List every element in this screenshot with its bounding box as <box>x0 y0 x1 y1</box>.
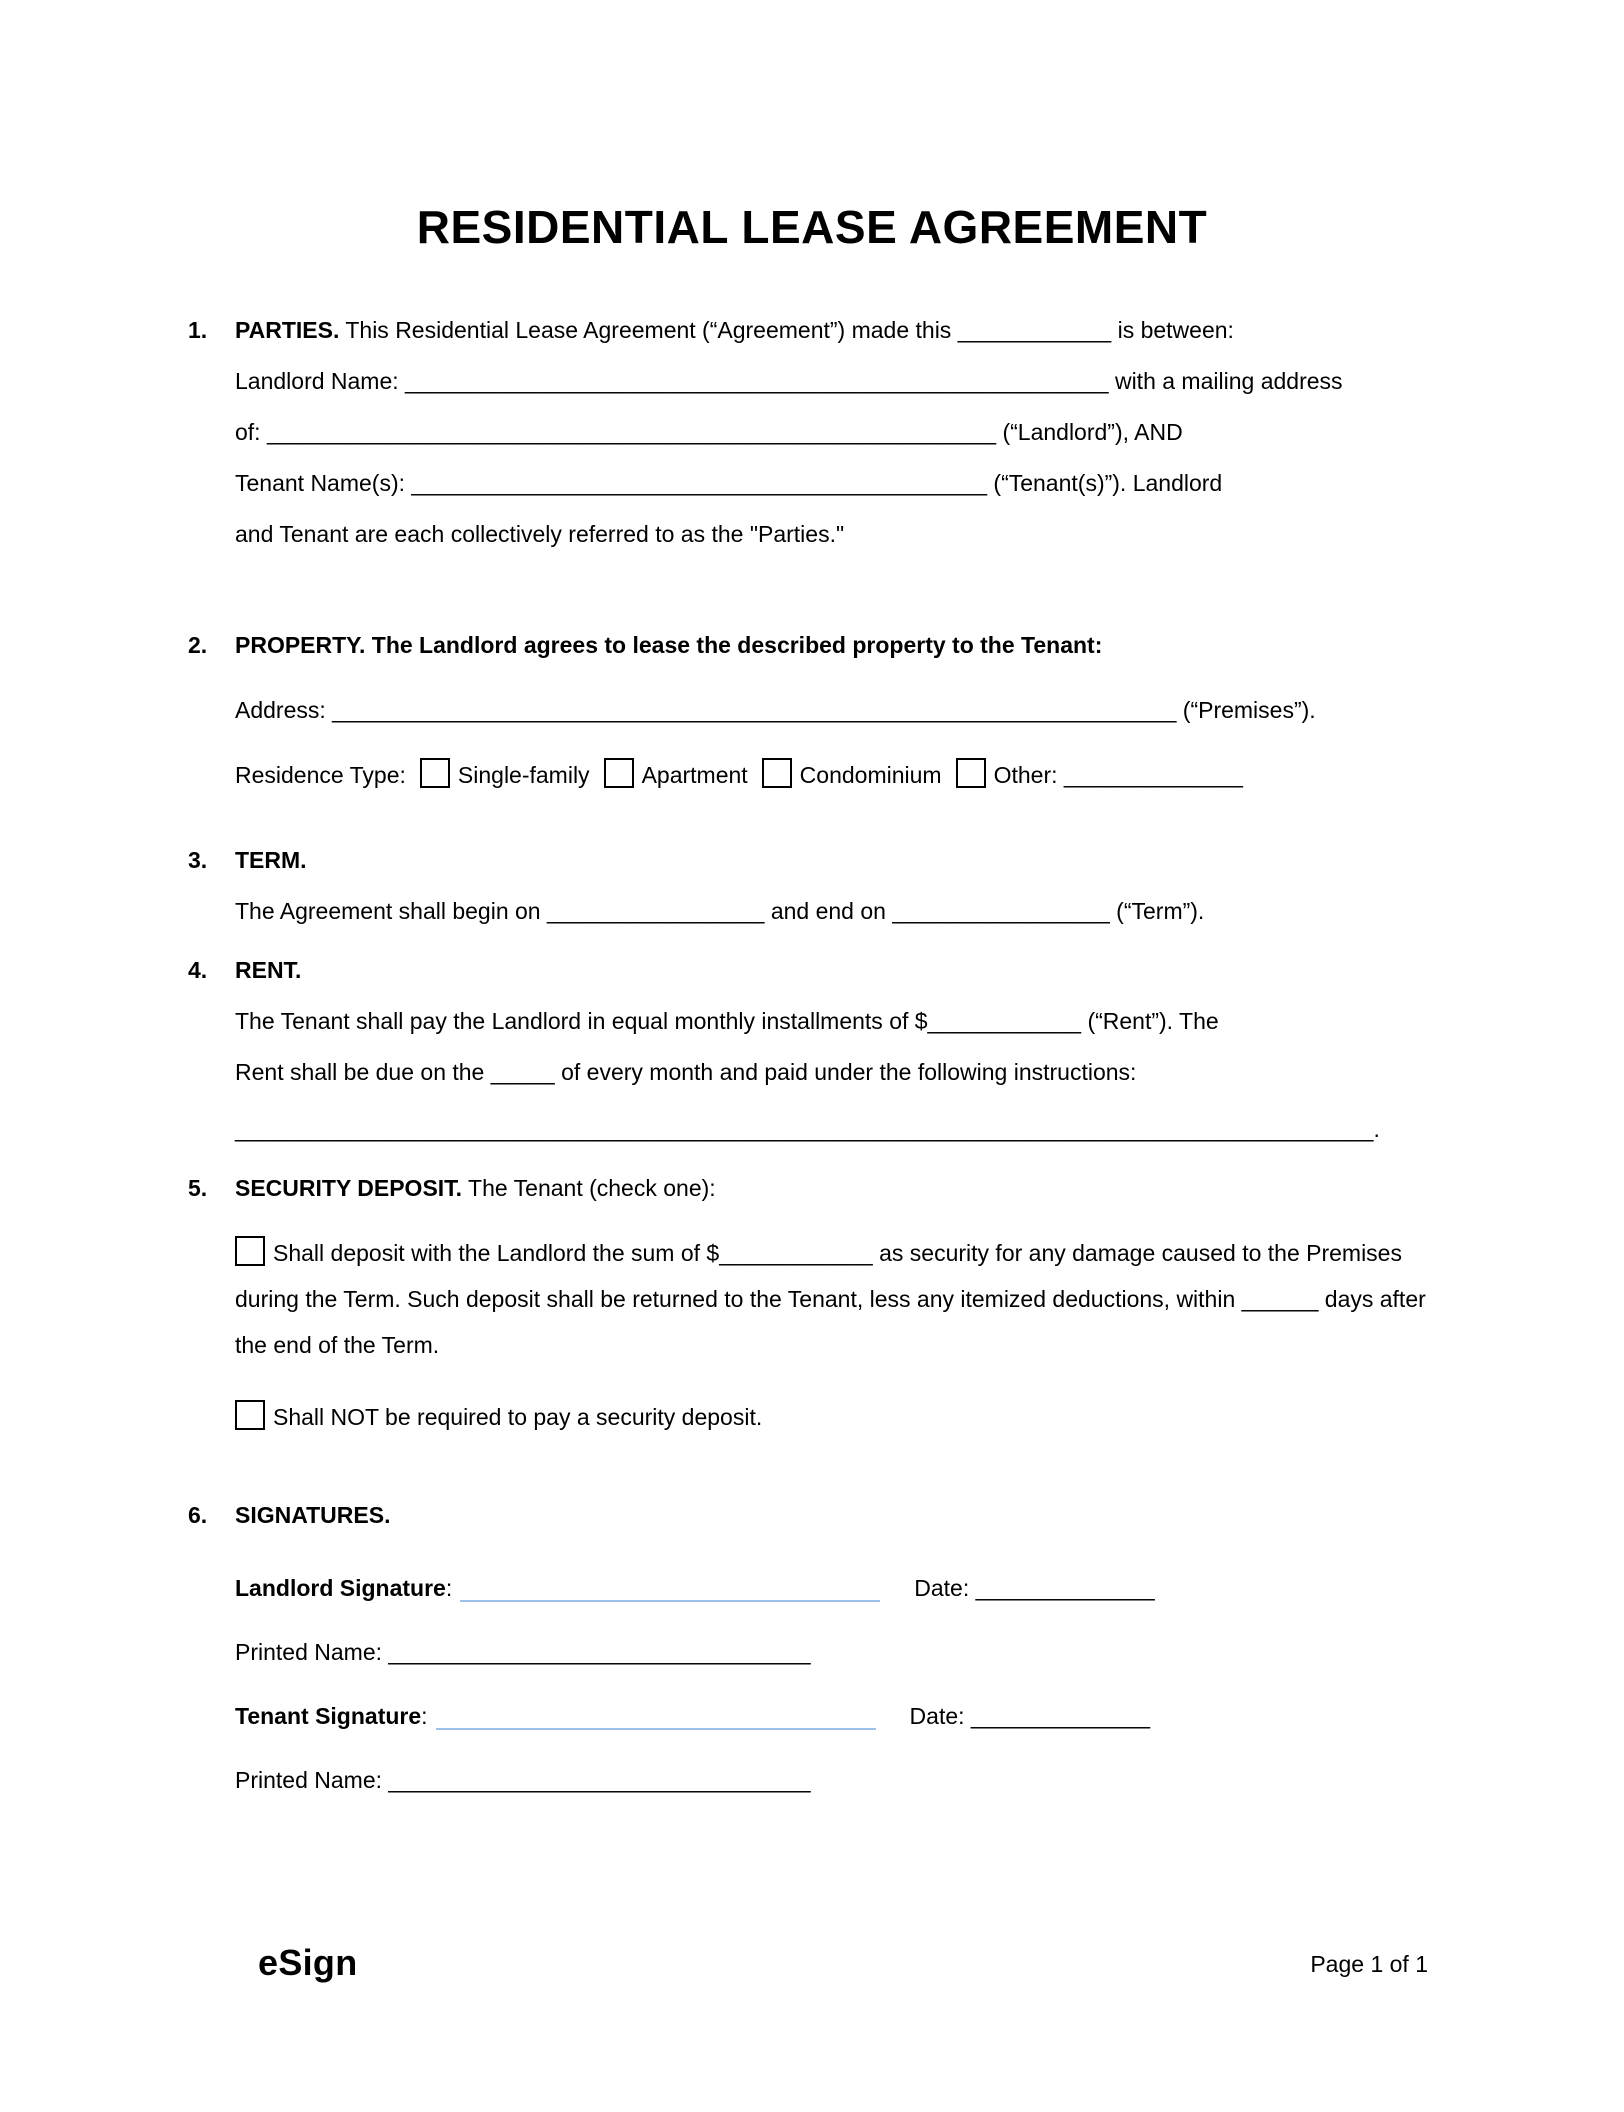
residence-type-label: Residence Type: <box>235 761 406 788</box>
section-number: 3. <box>188 846 208 873</box>
signatures-heading: SIGNATURES. <box>235 1501 391 1528</box>
colon: : <box>421 1702 428 1729</box>
property-heading-line <box>235 620 1434 671</box>
colon: : <box>445 1574 453 1601</box>
security-option-2-text: Shall NOT be required to pay a security deposit. <box>273 1403 763 1430</box>
printed-name-label: Printed Name: <box>235 1638 383 1665</box>
rent-heading: RENT. <box>235 956 302 983</box>
property-heading-rest: The Landlord agrees to lease the described property to the Tenant: <box>365 631 1103 658</box>
document-title: RESIDENTIAL LEASE AGREEMENT <box>416 200 1208 253</box>
document-body <box>0 305 1624 1797</box>
printed-name-label: Printed Name: <box>235 1766 383 1793</box>
parties-line-3: of: _________________________________________________________ (“Landlord”), AND <box>235 418 1183 445</box>
term-body-line: The Agreement shall begin on _________________ and end on _________________ (“Term”). <box>235 897 1205 924</box>
date-blank: ______________ <box>970 1702 1151 1729</box>
landlord-signature-row <box>235 1571 1434 1605</box>
parties-heading: PARTIES. <box>235 316 340 343</box>
rent-line-2: Rent shall be due on the _____ of every month and paid under the following instructions: <box>235 1058 1137 1085</box>
section-security-deposit <box>188 1163 1434 1440</box>
section-number: 6. <box>188 1501 208 1528</box>
parties-line-5: and Tenant are each collectively referred to as the "Parties." <box>235 520 845 547</box>
property-heading: PROPERTY. <box>235 631 366 658</box>
landlord-signature-label: Landlord Signature <box>235 1574 446 1601</box>
section-number: 4. <box>188 956 208 983</box>
signatures-heading-line <box>235 1490 1434 1541</box>
checkbox-apartment[interactable] <box>604 758 634 788</box>
checkbox-other[interactable] <box>956 758 986 788</box>
section-number: 1. <box>188 316 208 343</box>
checkbox-security-deposit[interactable] <box>235 1236 265 1266</box>
section-rent <box>188 945 1434 1155</box>
parties-line-1 <box>235 305 1434 356</box>
rent-heading-line <box>235 945 1434 996</box>
security-option-1 <box>235 1230 1434 1368</box>
date-blank: ______________ <box>975 1574 1155 1601</box>
checkbox-condominium[interactable] <box>762 758 792 788</box>
printed-name-blank: _________________________________ <box>388 1638 811 1665</box>
term-heading-line <box>235 835 1434 886</box>
security-heading-line <box>235 1163 1434 1214</box>
section-signatures <box>188 1490 1434 1797</box>
tenant-signature-label: Tenant Signature <box>235 1702 422 1729</box>
security-heading-rest: The Tenant (check one): <box>462 1174 716 1201</box>
tenant-printed-name-row <box>235 1763 1434 1797</box>
date-label: Date: <box>914 1574 970 1601</box>
section-term <box>188 835 1434 937</box>
label-apartment: Apartment <box>641 761 748 788</box>
term-heading: TERM. <box>235 846 307 873</box>
page-footer <box>0 1942 1624 1984</box>
printed-name-blank: _________________________________ <box>388 1766 811 1793</box>
property-address-line: Address: __________________________________________________________________ (“Premises”). <box>235 696 1316 723</box>
landlord-signature-field[interactable] <box>460 1576 880 1602</box>
esign-logo: eSign <box>258 1942 358 1983</box>
parties-line-2: Landlord Name: _______________________________________________________ with a mailing address <box>235 367 1343 394</box>
rent-line-1: The Tenant shall pay the Landlord in equal monthly installments of $____________ (“Rent”). The <box>235 1007 1219 1034</box>
section-property <box>188 620 1434 801</box>
parties-line-4: Tenant Name(s): _____________________________________________ (“Tenant(s)”). Landlord <box>235 469 1223 496</box>
parties-intro: This Residential Lease Agreement (“Agreement”) made this ____________ is between: <box>339 316 1234 343</box>
checkbox-no-security-deposit[interactable] <box>235 1400 265 1430</box>
page-indicator: Page 1 of 1 <box>1310 1951 1428 1977</box>
section-number: 2. <box>188 631 208 658</box>
label-single-family: Single-family <box>457 761 590 788</box>
security-heading: SECURITY DEPOSIT. <box>235 1174 463 1201</box>
date-label: Date: <box>909 1702 965 1729</box>
checkbox-single-family[interactable] <box>420 758 450 788</box>
rent-line-3: _________________________________________________________________________________________. <box>235 1115 1380 1142</box>
tenant-signature-field[interactable] <box>436 1704 876 1730</box>
security-option-2 <box>235 1394 1434 1440</box>
label-condominium: Condominium <box>799 761 942 788</box>
tenant-signature-row <box>235 1699 1434 1733</box>
property-residence-line <box>235 750 1434 801</box>
section-parties <box>188 305 1434 560</box>
security-option-1-text: Shall deposit with the Landlord the sum of $____________ as security for any damage caused to the Premises during the Term. Such deposit shall be returned to the Tenant, less any itemized deductions, within ______ days after the end of the Term. <box>235 1239 1426 1358</box>
section-number: 5. <box>188 1174 208 1201</box>
landlord-printed-name-row <box>235 1635 1434 1669</box>
label-other: Other: ______________ <box>993 761 1243 788</box>
